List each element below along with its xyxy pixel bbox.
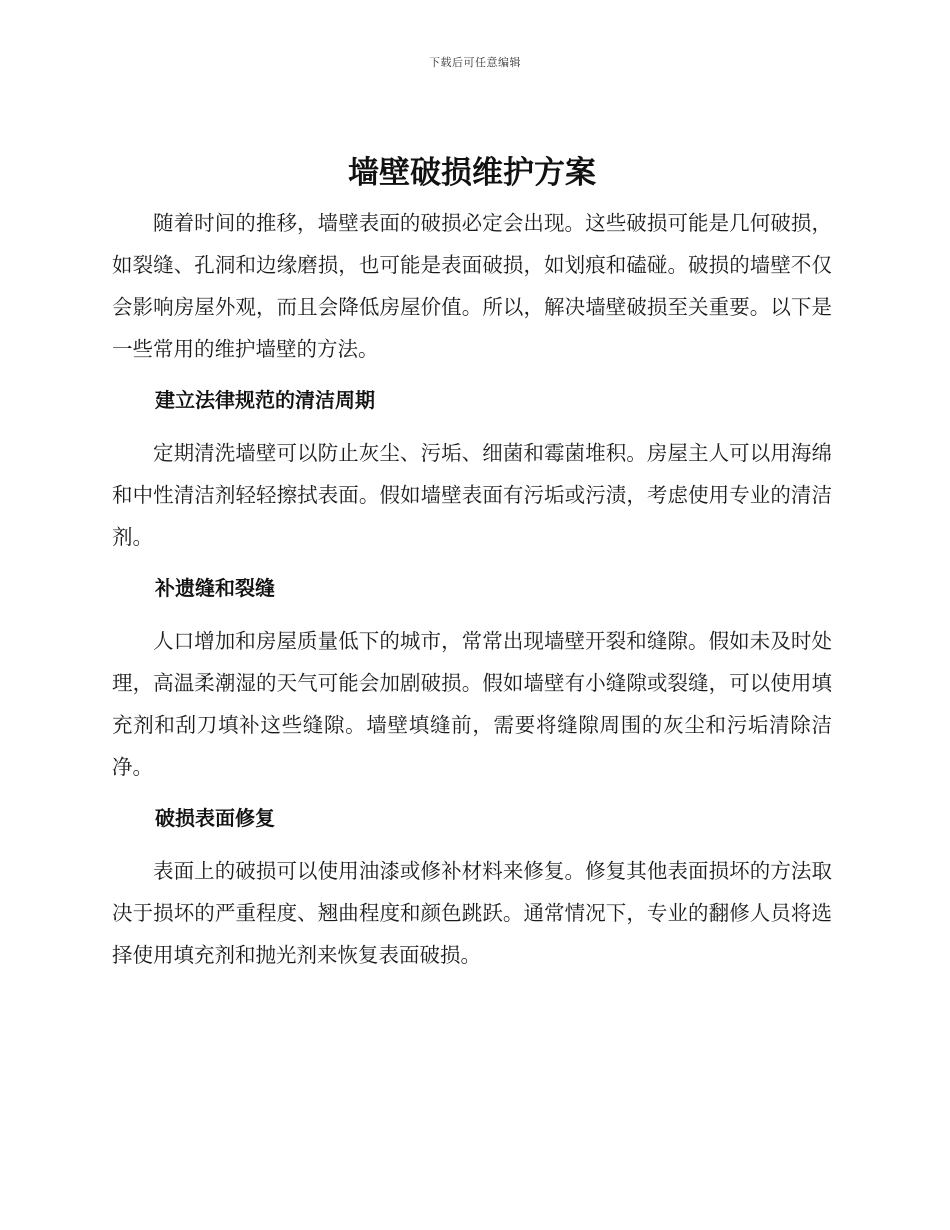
section-heading: 破损表面修复 [155, 806, 275, 830]
document-title: 墙壁破损维护方案 [348, 155, 596, 191]
document-body [112, 150, 832, 980]
section-heading: 建立法律规范的清洁周期 [155, 388, 375, 412]
section-cleaning [112, 382, 832, 558]
section-crack-repair [112, 570, 832, 788]
section-paragraph: 定期清洗墙壁可以防止灰尘、污垢、细菌和霉菌堆积。房屋主人可以用海绵和中性清洁剂轻轻擦拭表面。假如墙壁表面有污垢或污渍，考虑使用专业的清洁剂。 [112, 441, 832, 549]
section-surface-repair [112, 800, 832, 976]
header-note: 下载后可任意编辑 [429, 56, 521, 69]
section-paragraph: 人口增加和房屋质量低下的城市，常常出现墙壁开裂和缝隙。假如未及时处理，高温柔潮湿的天气可能会加剧破损。假如墙壁有小缝隙或裂缝，可以使用填充剂和刮刀填补这些缝隙。墙壁填缝前，需要将缝隙周围的灰尘和污垢清除洁净。 [112, 629, 832, 779]
section-heading: 补遗缝和裂缝 [155, 576, 275, 600]
intro-paragraph: 随着时间的推移，墙壁表面的破损必定会出现。这些破损可能是几何破损，如裂缝、孔洞和边缘磨损，也可能是表面破损，如划痕和磕碰。破损的墙壁不仅会影响房屋外观，而且会降低房屋价值。所以，解决墙壁破损至关重要。以下是一些常用的维护墙壁的方法。 [112, 211, 832, 361]
section-paragraph: 表面上的破损可以使用油漆或修补材料来修复。修复其他表面损坏的方法取决于损坏的严重程度、翘曲程度和颜色跳跃。通常情况下，专业的翻修人员将选择使用填充剂和抛光剂来恢复表面破损。 [112, 859, 832, 967]
